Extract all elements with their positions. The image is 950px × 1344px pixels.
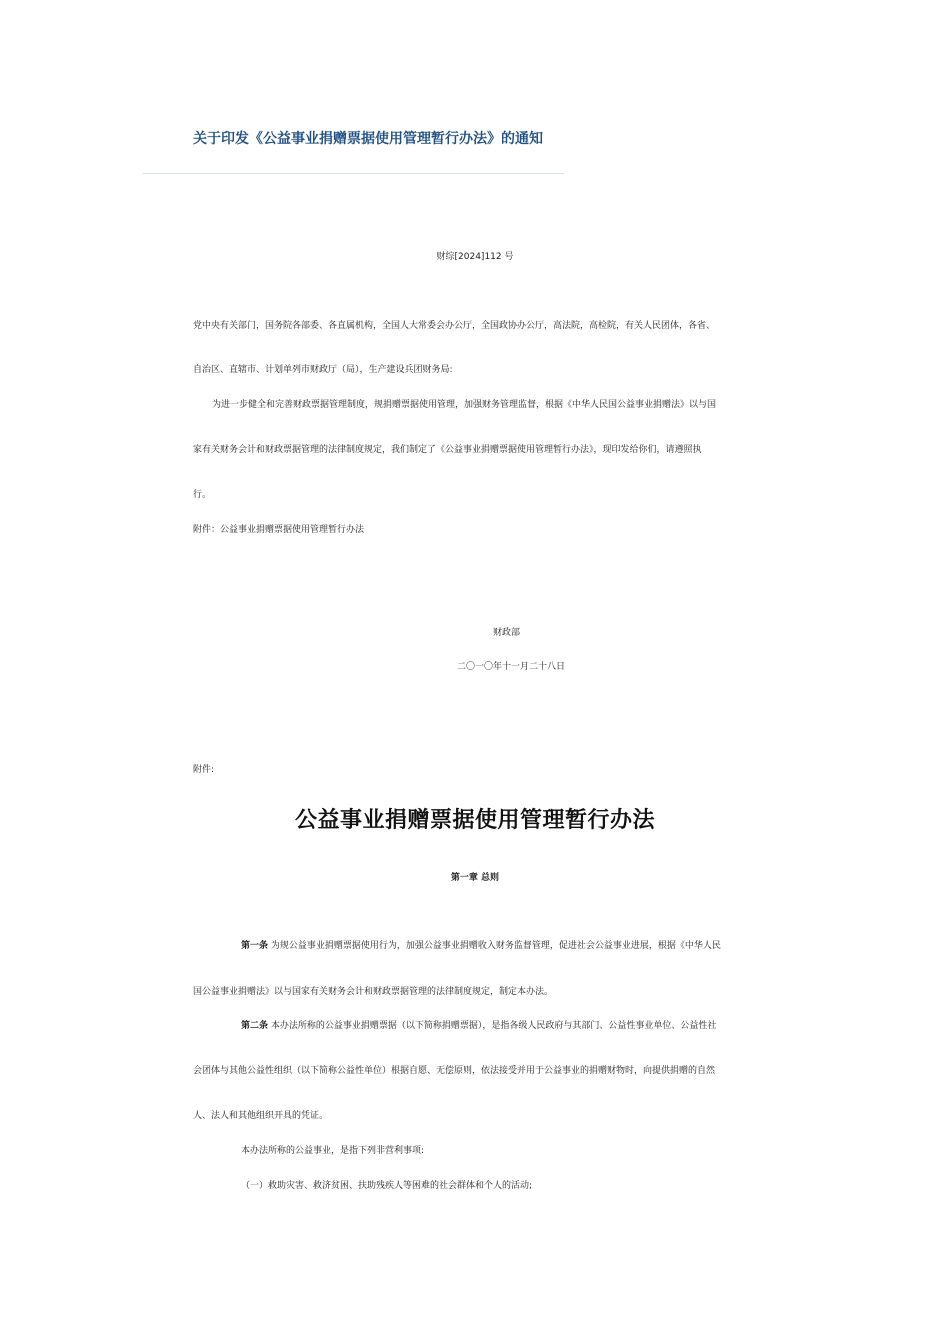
issuer: 财政部 (493, 628, 521, 638)
attachment-label: 附件: (193, 765, 215, 775)
article-2-line-2: 会团体与其他公益性组织（以下简称公益性单位）根据自愿、无偿原则，依法接受并用于公益事业的捐赠财物时，向提供捐赠的自然 (193, 1066, 716, 1076)
attachment-note: 附件：公益事业捐赠票据使用管理暂行办法 (193, 525, 365, 535)
article-2-line-3: 人、法人和其他组织开具的凭证。 (193, 1111, 329, 1121)
notice-title: 关于印发《公益事业捐赠票据使用管理暂行办法》的通知 (193, 131, 543, 147)
article-1-label: 第一条 (241, 941, 269, 951)
article-1-line-1 (241, 940, 721, 952)
body-line-2: 家有关财务会计和财政票据管理的法律制度规定，我们制定了《公益事业捐赠票据使用管理暂行办法》，现印发给你们，请遵照执 (193, 445, 702, 455)
attachment-title: 公益事业捐赠票据使用管理暂行办法 (294, 808, 655, 833)
title-divider (143, 173, 564, 174)
body-line-3: 行。 (193, 490, 212, 500)
recipients-line-2: 自治区、直辖市、计划单列市财政厅（局），生产建设兵团财务局: (193, 365, 453, 375)
chapter-heading: 第一章 总则 (450, 873, 500, 883)
article-1-text: 为规公益事业捐赠票据使用行为，加强公益事业捐赠收入财务监督管理，促进社会公益事业进展，根据《中华人民 (270, 941, 721, 951)
public-welfare-definition: 本办法所称的公益事业，是指下列非营利事项: (241, 1146, 425, 1156)
list-item-1: （一）救助灾害、救济贫困、扶助残疾人等困难的社会群体和个人的活动; (241, 1181, 533, 1191)
article-2-line-1 (241, 1020, 716, 1032)
issue-date: 二〇一〇年十一月二十八日 (457, 662, 566, 672)
body-line-1: 为进一步健全和完善财政票据管理制度，规捐赠票据使用管理，加强财务管理监督，根据《中华人民国公益事业捐赠法》以与国 (212, 400, 717, 410)
recipients-line-1: 党中央有关部门，国务院各部委、各直属机构，全国人大常委会办公厅，全国政协办公厅，高法院，高检院，有关人民团体，各省、 (193, 321, 716, 331)
article-1-line-2: 国公益事业捐赠法》以与国家有关财务会计和财政票据管理的法律制度规定，制定本办法。 (193, 987, 554, 997)
article-2-text: 本办法所称的公益事业捐赠票据（以下简称捐赠票据），是指各级人民政府与其部门、公益性事业单位、公益性社 (270, 1021, 717, 1031)
article-2-label: 第二条 (241, 1021, 269, 1031)
document-number: 财综[2024]112 号 (436, 252, 514, 262)
